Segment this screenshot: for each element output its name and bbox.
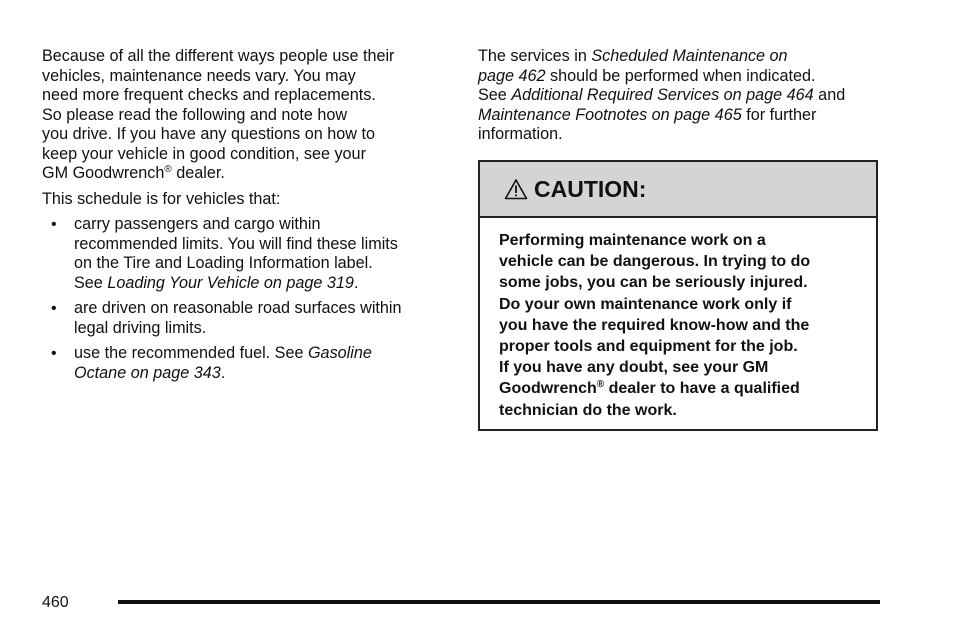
see-text: See: [74, 273, 108, 292]
bullet-icon: •: [51, 300, 57, 317]
footer-rule: [118, 600, 880, 604]
page-number: 460: [42, 594, 69, 611]
registered-mark: ®: [164, 164, 172, 175]
bullet-icon: •: [51, 216, 57, 233]
goodwrench-text: GM Goodwrench: [42, 164, 165, 182]
cross-reference-link[interactable]: Gasoline: [307, 344, 372, 362]
cross-reference-link[interactable]: Octane on page 343: [74, 363, 221, 382]
text-line: Performing maintenance work on a: [499, 232, 766, 249]
registered-mark: ®: [596, 379, 605, 391]
text-line: [74, 364, 442, 384]
text-line: [478, 106, 880, 126]
text-line: [74, 274, 442, 294]
text-line: proper tools and equipment for the job.: [499, 338, 798, 356]
fuel-text: use the recommended fuel. See: [74, 344, 308, 362]
list-item: [42, 299, 442, 338]
warning-triangle-icon: [504, 178, 528, 200]
cross-reference-link[interactable]: Additional Required Services on page 464: [511, 86, 814, 104]
caution-text: [480, 218, 876, 421]
text-line: carry passengers and cargo within: [74, 215, 321, 233]
text-line: need more frequent checks and replacements.: [42, 86, 376, 104]
further-text: for further: [741, 105, 817, 124]
dealer-text: dealer.: [171, 164, 225, 182]
text-line: on the Tire and Loading Information label.: [74, 254, 373, 272]
services-text: The services in: [478, 47, 592, 65]
text-line: keep your vehicle in good condition, see your: [42, 144, 366, 163]
text-line: some jobs, you can be seriously injured.: [499, 274, 808, 292]
list-item: [42, 344, 442, 383]
text-line: [478, 47, 880, 67]
caution-box: [478, 160, 878, 431]
text-line: vehicle can be dangerous. In trying to do: [499, 253, 811, 271]
schedule-intro: This schedule is for vehicles that:: [42, 189, 281, 208]
text-line: [74, 344, 442, 364]
text-line: [42, 164, 442, 184]
text-line: are driven on reasonable road surfaces within: [74, 299, 402, 317]
caution-header: [480, 162, 876, 218]
goodwrench-text: Goodwrench: [499, 380, 597, 398]
text-line: recommended limits. You will find these limits: [74, 234, 398, 253]
right-column: [478, 47, 880, 145]
cross-reference-link[interactable]: Scheduled Maintenance on: [591, 47, 788, 65]
period: .: [220, 363, 226, 382]
cross-reference-link[interactable]: page 462: [478, 66, 546, 85]
text-line: vehicles, maintenance needs vary. You may: [42, 66, 356, 85]
text-line: [478, 86, 880, 106]
cross-reference-link[interactable]: Maintenance Footnotes on page 465: [478, 105, 742, 124]
left-column: [42, 47, 442, 389]
text-line: Do your own maintenance work only if: [499, 295, 792, 313]
text-line: information.: [478, 125, 563, 143]
intro-paragraph: [42, 47, 442, 184]
text-line: technician do the work.: [499, 401, 677, 419]
text-line: legal driving limits.: [74, 318, 207, 337]
text-line: So please read the following and note how: [42, 105, 348, 124]
list-item: [42, 215, 442, 293]
period: .: [353, 273, 359, 292]
text-line: If you have any doubt, see your GM: [499, 359, 769, 377]
caution-title: CAUTION:: [534, 175, 647, 202]
see-text: See: [478, 86, 512, 104]
services-text: should be performed when indicated.: [545, 66, 816, 85]
text-line: you drive. If you have any questions on how to: [42, 125, 375, 143]
text-line: Because of all the different ways people use their: [42, 47, 395, 65]
dealer-text: dealer to have a qualified: [604, 380, 800, 398]
text-line: [499, 378, 876, 399]
cross-reference-link[interactable]: Loading Your Vehicle on page 319: [107, 273, 354, 292]
and-text: and: [813, 86, 846, 104]
text-line: [478, 67, 880, 87]
text-line: you have the required know-how and the: [499, 316, 810, 334]
bullet-icon: •: [51, 345, 57, 362]
